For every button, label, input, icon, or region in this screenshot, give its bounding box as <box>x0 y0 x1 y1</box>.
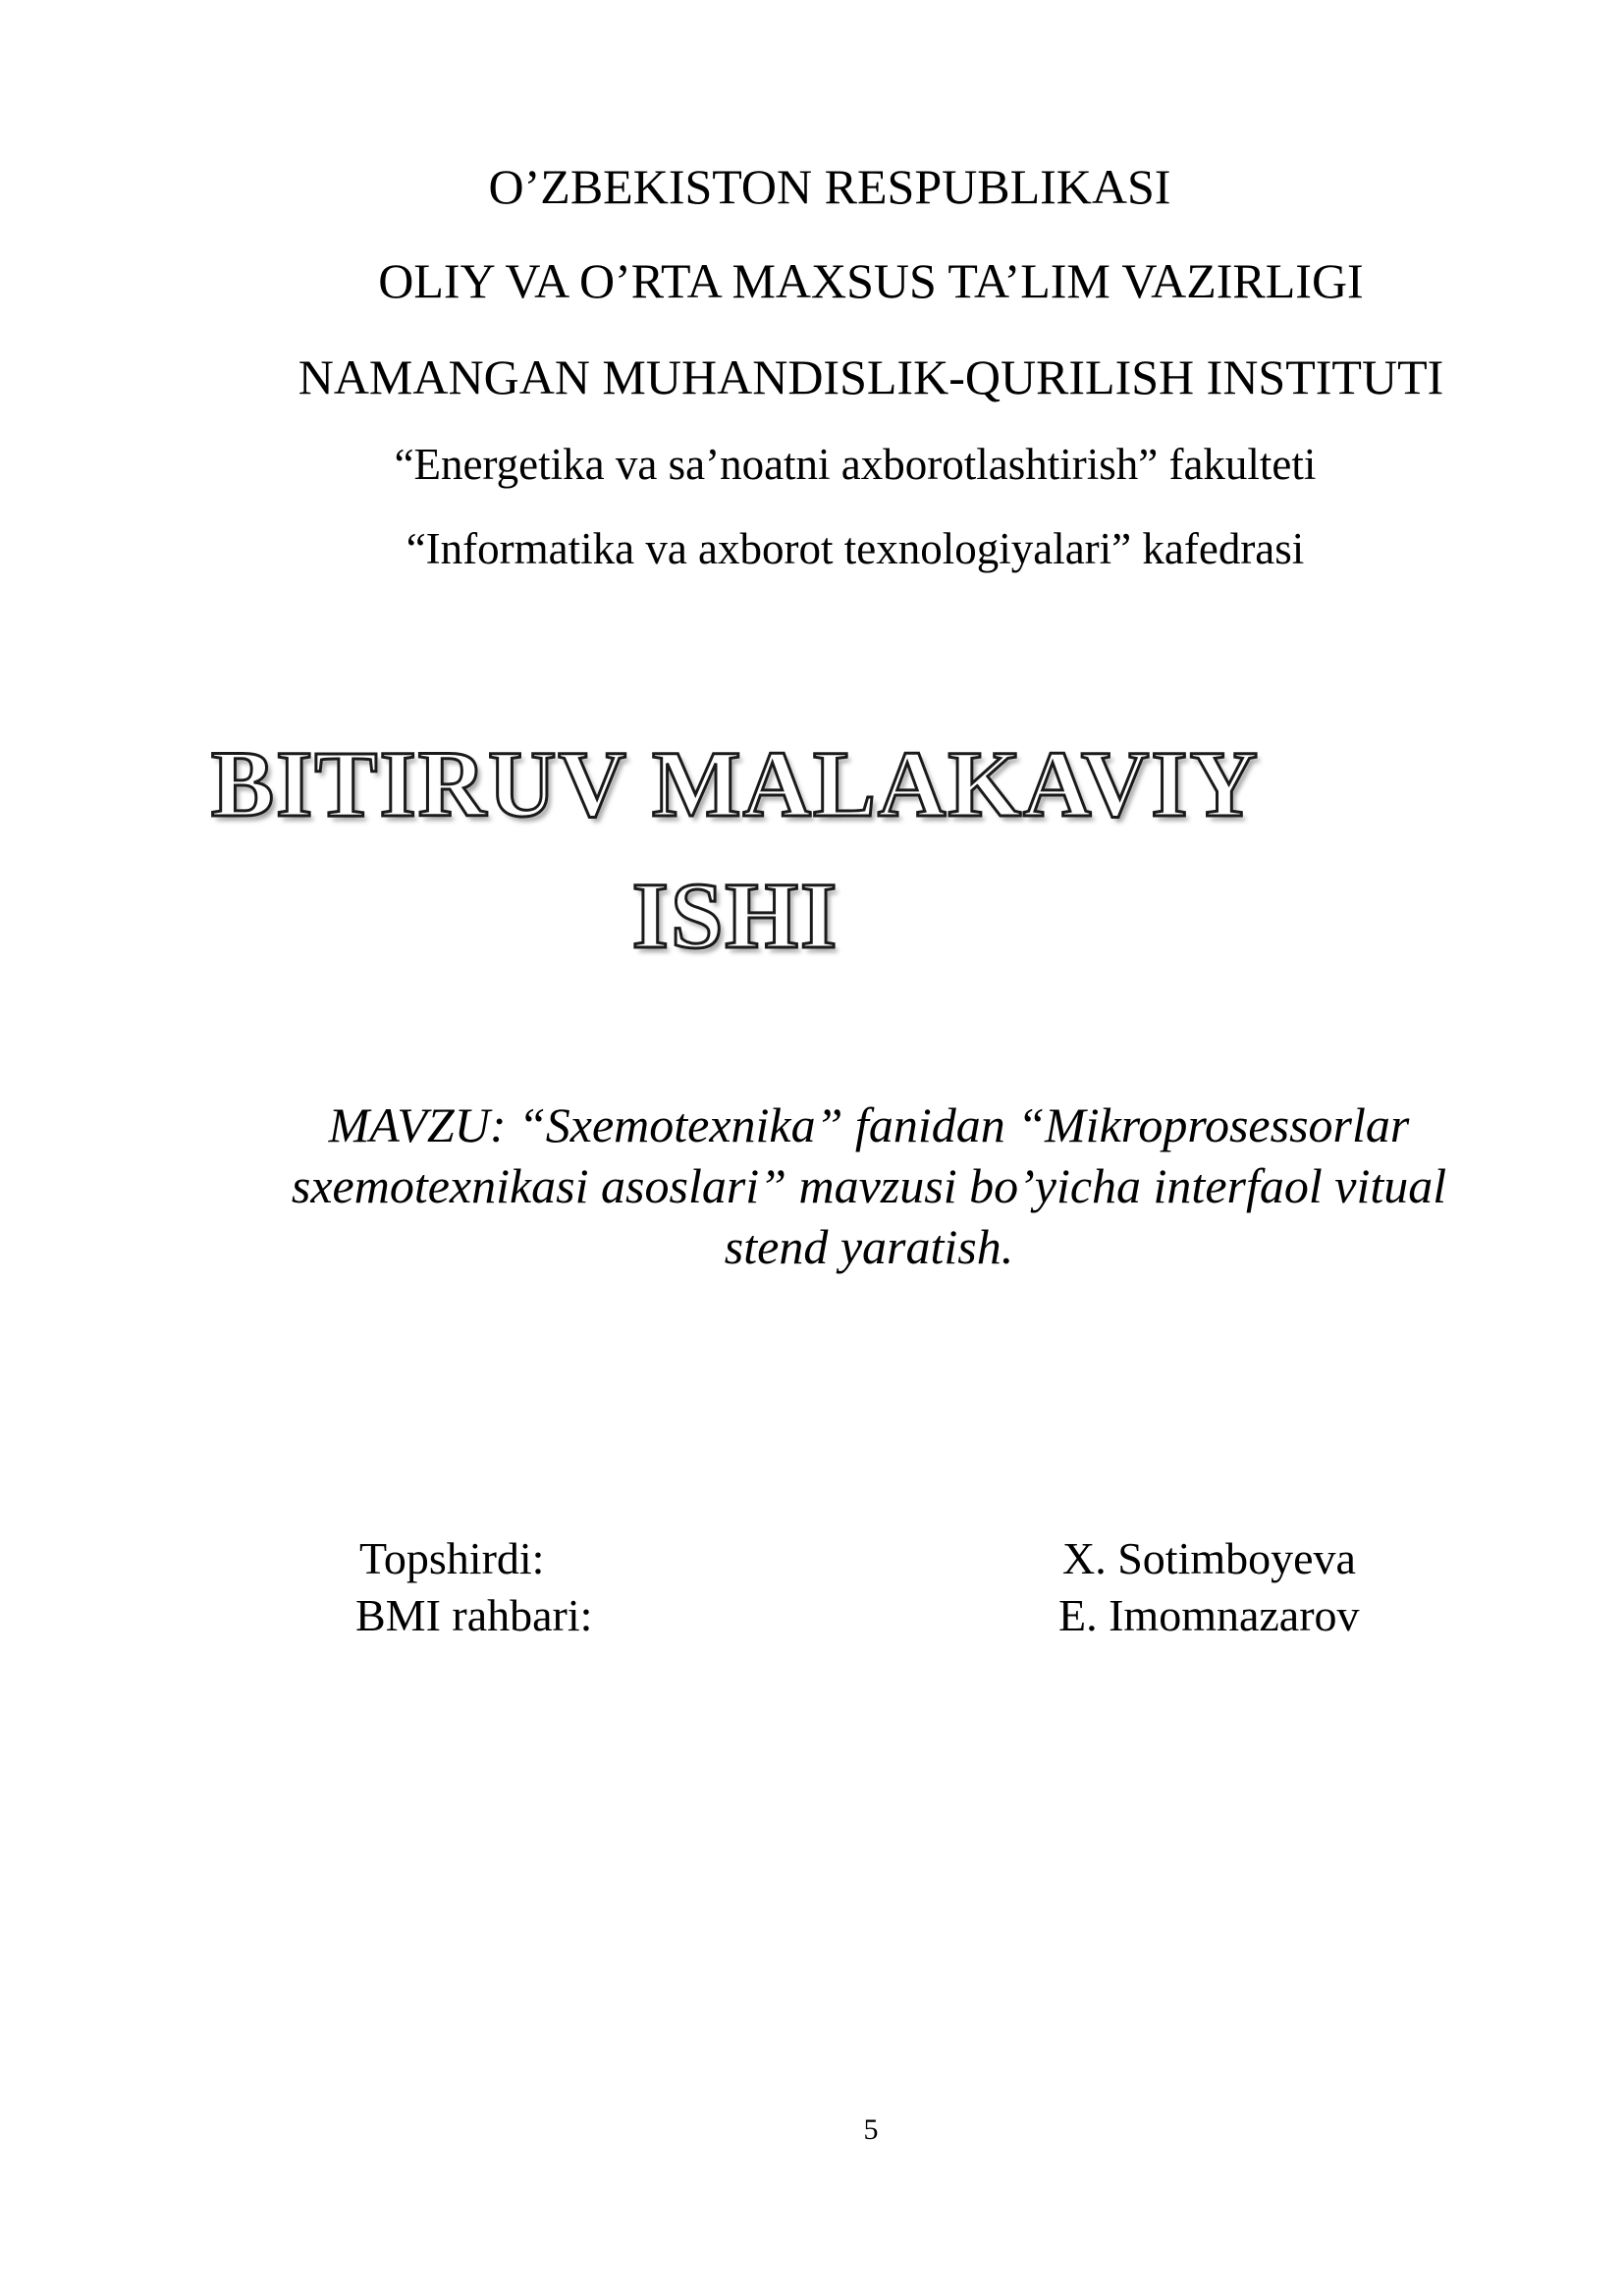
ministry-heading: OLIY VA O’RTA MAXSUS TA’LIM VAZIRLIGI <box>378 253 1364 308</box>
department-heading: “Informatika va axborot texnologiyalari” kafedrasi <box>406 524 1305 573</box>
thesis-topic: MAVZU: “Sxemotexnika” fanidan “Mikroprosessorlar sxemotexnikasi asoslari” mavzusi bo’yicha interfaol vitual stend yaratish. <box>291 1097 1447 1274</box>
submitted-by-label: Topshirdi: <box>359 1533 545 1583</box>
thesis-title-line-2: ISHI <box>631 863 839 968</box>
supervisor-name: E. Imomnazarov <box>1058 1590 1360 1640</box>
faculty-heading: “Energetika va sa’noatni axborotlashtirish” fakulteti <box>394 440 1317 489</box>
page-number: 5 <box>863 2113 879 2146</box>
institute-heading: NAMANGAN MUHANDISLIK-QURILISH INSTITUTI <box>298 349 1444 404</box>
supervisor-label: BMI rahbari: <box>355 1590 593 1640</box>
submitted-by-name: X. Sotimboyeva <box>1062 1533 1356 1583</box>
country-heading: O’ZBEKISTON RESPUBLIKASI <box>488 159 1171 214</box>
thesis-title-line-1: BITIRUV MALAKAVIY <box>211 731 1260 836</box>
